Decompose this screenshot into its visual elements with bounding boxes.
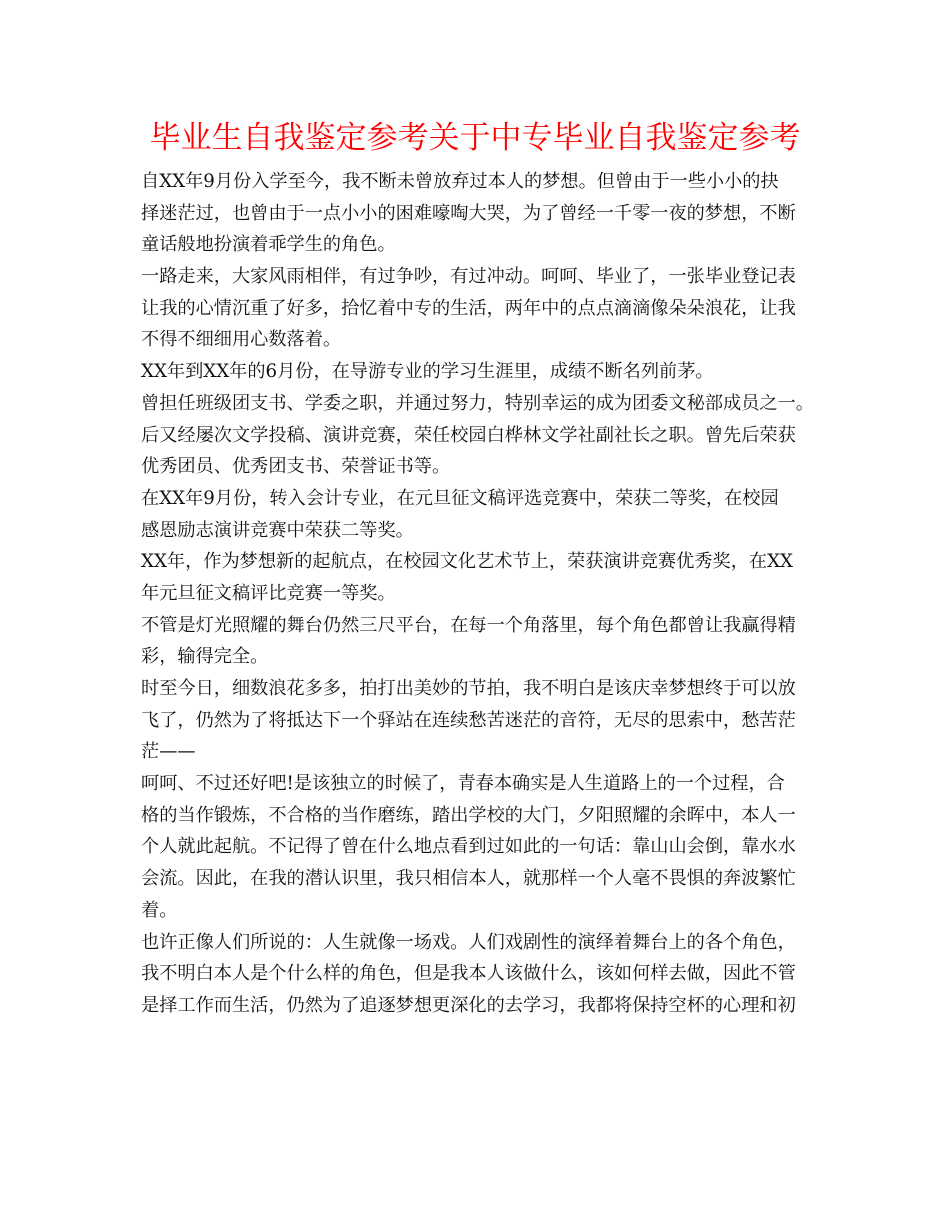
text-line: 不管是灯光照耀的舞台仍然三尺平台，在每一个角落里，每个角色都曾让我赢得精 [141, 614, 796, 636]
text-line: 会流。因此，在我的潜认识里，我只相信本人，就那样一个人毫不畏惧的奔波繁忙 [141, 868, 796, 890]
text-line: XX年到XX年的6月份，在导游专业的学习生涯里，成绩不断名列前茅。 [141, 361, 714, 383]
text-line: 后又经屡次文学投稿、演讲竞赛，荣任校园白桦林文学社副社长之职。曾先后荣获 [141, 424, 796, 446]
text-line: 呵呵、不过还好吧!是该独立的时候了，青春本确实是人生道路上的一个过程，合 [141, 773, 785, 795]
text-line: 格的当作锻炼，不合格的当作磨练，踏出学校的大门，夕阳照耀的余晖中，本人一 [141, 804, 796, 826]
text-line: 彩，输得完全。 [141, 646, 269, 668]
text-line: 也许正像人们所说的：人生就像一场戏。人们戏剧性的演绎着舞台上的各个角色， [141, 931, 796, 953]
text-line: 择迷茫过，也曾由于一点小小的困难嚎啕大哭，为了曾经一千零一夜的梦想，不断 [141, 202, 796, 224]
text-line: 是择工作而生活，仍然为了追逐梦想更深化的去学习，我都将保持空杯的心理和初 [141, 994, 796, 1016]
text-line: 个人就此起航。不记得了曾在什么地点看到过如此的一句话：靠山山会倒，靠水水 [141, 836, 796, 858]
text-line: 童话般地扮演着乖学生的角色。 [141, 234, 396, 256]
text-line: 飞了，仍然为了将抵达下一个驿站在连续愁苦迷茫的音符，无尽的思索中，愁苦茫 [141, 709, 796, 731]
text-line: 时至今日，细数浪花多多，拍打出美妙的节拍，我不明白是该庆幸梦想终于可以放 [141, 678, 796, 699]
text-line: 不得不细细用心数落着。 [141, 329, 342, 351]
text-line: 让我的心情沉重了好多，拾忆着中专的生活，两年中的点点滴滴像朵朵浪花，让我 [141, 297, 796, 319]
text-line: 自XX年9月份入学至今，我不断未曾放弃过本人的梦想。但曾由于一些小小的抉 [141, 171, 779, 192]
text-line: 茫—— [141, 741, 196, 763]
text-line: 优秀团员、优秀团支书、荣誉证书等。 [141, 456, 451, 478]
text-line: 一路走来，大家风雨相伴，有过争吵，有过冲动。呵呵、毕业了，一张毕业登记表 [141, 266, 796, 288]
document-body [141, 166, 831, 1022]
text-line: 在XX年9月份，转入会计专业，在元旦征文稿评选竞赛中，荣获二等奖，在校园 [141, 487, 779, 509]
text-line: 年元旦征文稿评比竞赛一等奖。 [141, 582, 396, 604]
document-title: 毕业生自我鉴定参考关于中专毕业自我鉴定参考 [149, 120, 801, 156]
text-line: 曾担任班级团支书、学委之职，并通过努力，特别幸运的成为团委文秘部成员之一。 [141, 392, 814, 414]
text-line: 着。 [141, 899, 178, 921]
text-line: XX年，作为梦想新的起航点，在校园文化艺术节上，荣获演讲竞赛优秀奖，在XX [141, 551, 793, 573]
text-line: 感恩励志演讲竞赛中荣获二等奖。 [141, 519, 414, 541]
text-line: 我不明白本人是个什么样的角色，但是我本人该做什么，该如何样去做，因此不管 [141, 963, 796, 985]
